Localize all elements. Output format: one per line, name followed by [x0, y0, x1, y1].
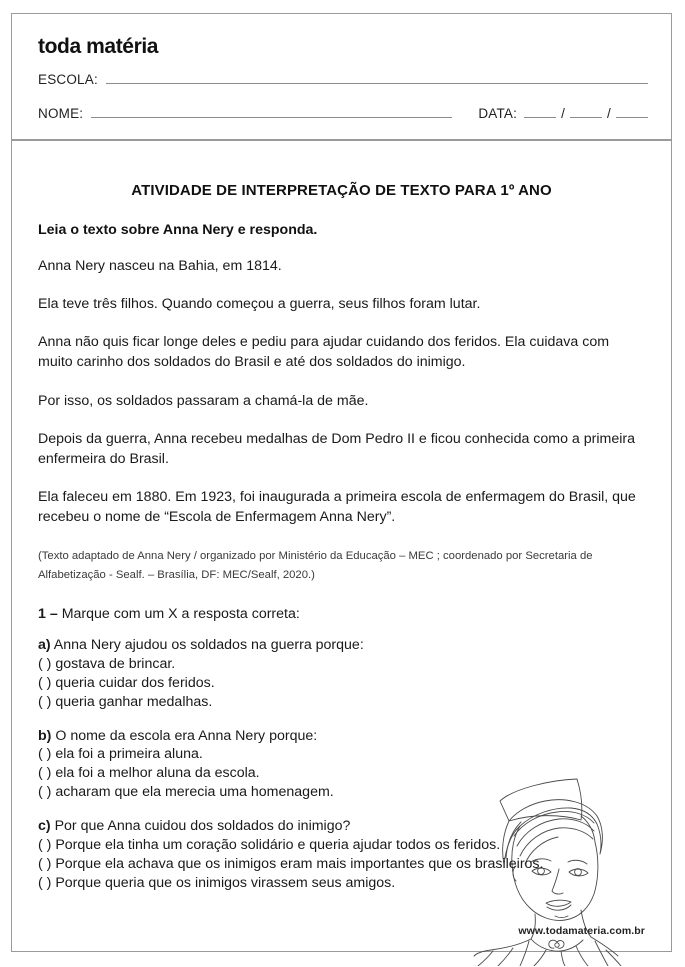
item-c-option[interactable]: ( ) Porque ela tinha um coração solidário e queria ajudar todos os feridos. [38, 836, 501, 853]
worksheet-page [11, 13, 672, 952]
item-a-stem [38, 636, 468, 655]
item-b-text: O nome da escola era Anna Nery porque: [55, 727, 318, 744]
item-c-stem [38, 817, 638, 836]
item-c-option[interactable]: ( ) Porque ela achava que os inimigos eram mais importantes que os brasileiros. [38, 855, 544, 872]
date-field [478, 106, 648, 121]
worksheet-content [12, 182, 671, 893]
date-day-line[interactable] [524, 106, 556, 118]
item-a-option[interactable]: ( ) gostava de brincar. [38, 655, 176, 672]
text-paragraph: Ela faleceu em 1880. Em 1923, foi inaugurada a primeira escola de enfermagem do Brasil, que recebeu o nome de “Escola de Enfermagem Anna Nery”. [38, 489, 636, 526]
item-c-letter: c) [38, 818, 51, 834]
item-c-option[interactable]: ( ) Porque queria que os inimigos virassem seus amigos. [38, 874, 396, 891]
page-title: ATIVIDADE DE INTERPRETAÇÃO DE TEXTO PARA 1º ANO [131, 182, 552, 199]
item-b-letter: b) [38, 727, 52, 744]
date-label: DATA: [478, 106, 518, 121]
question-1-text: Marque com um X a resposta correta: [61, 606, 300, 622]
text-paragraph: Ela teve três filhos. Quando começou a guerra, seus filhos foram lutar. [38, 296, 481, 313]
text-paragraph: Anna não quis ficar longe deles e pediu para ajudar cuidando dos feridos. Ela cuidava com muito carinho dos soldados do Brasil e até dos soldados do inimigo. [38, 334, 610, 371]
item-b-option[interactable]: ( ) ela foi a primeira aluna. [38, 746, 203, 763]
item-a-option[interactable]: ( ) queria cuidar dos feridos. [38, 674, 215, 691]
text-paragraph: Anna Nery nasceu na Bahia, em 1814. [38, 258, 282, 274]
footer-url[interactable]: www.todamateria.com.br [518, 925, 645, 937]
date-separator-2: / [607, 106, 611, 121]
date-month-line[interactable] [570, 106, 602, 118]
questions-section [38, 606, 645, 893]
item-b-option[interactable]: ( ) acharam que ela merecia uma homenagem. [38, 784, 334, 801]
name-label: NOME: [38, 106, 84, 121]
reading-instruction: Leia o texto sobre Anna Nery e responda. [38, 222, 318, 238]
name-input-line[interactable] [91, 106, 452, 118]
date-year-line[interactable] [616, 106, 648, 118]
school-input-line[interactable] [106, 72, 648, 84]
page-header [12, 14, 671, 141]
school-label: ESCOLA: [38, 72, 98, 87]
question-1-prompt [38, 606, 645, 622]
name-date-field-row [38, 106, 648, 121]
site-logo: toda matéria [38, 35, 159, 58]
question-1-number: 1 – [38, 606, 58, 622]
item-b-option[interactable]: ( ) ela foi a melhor aluna da escola. [38, 765, 260, 782]
item-b-stem [38, 727, 468, 746]
question-item-b [38, 727, 468, 803]
item-c-text: Por que Anna cuidou dos soldados do inimigo? [54, 818, 351, 834]
date-separator-1: / [561, 106, 566, 121]
question-item-c [38, 817, 638, 893]
source-citation: (Texto adaptado de Anna Nery / organizado por Ministério da Educação – MEC ; coordenado por Secretaria de Alfabetização - Sealf. – Brasília, DF: MEC/Sealf, 2020.) [38, 550, 593, 581]
item-a-letter: a) [38, 637, 51, 653]
school-field-row [38, 72, 648, 87]
text-paragraph: Por isso, os soldados passaram a chamá-la de mãe. [38, 392, 369, 409]
question-item-a [38, 636, 468, 712]
text-paragraph: Depois da guerra, Anna recebeu medalhas de Dom Pedro II e ficou conhecida como a primeira enfermeira do Brasil. [38, 430, 636, 467]
item-a-text: Anna Nery ajudou os soldados na guerra porque: [53, 637, 364, 653]
item-a-option[interactable]: ( ) queria ganhar medalhas. [38, 693, 213, 710]
